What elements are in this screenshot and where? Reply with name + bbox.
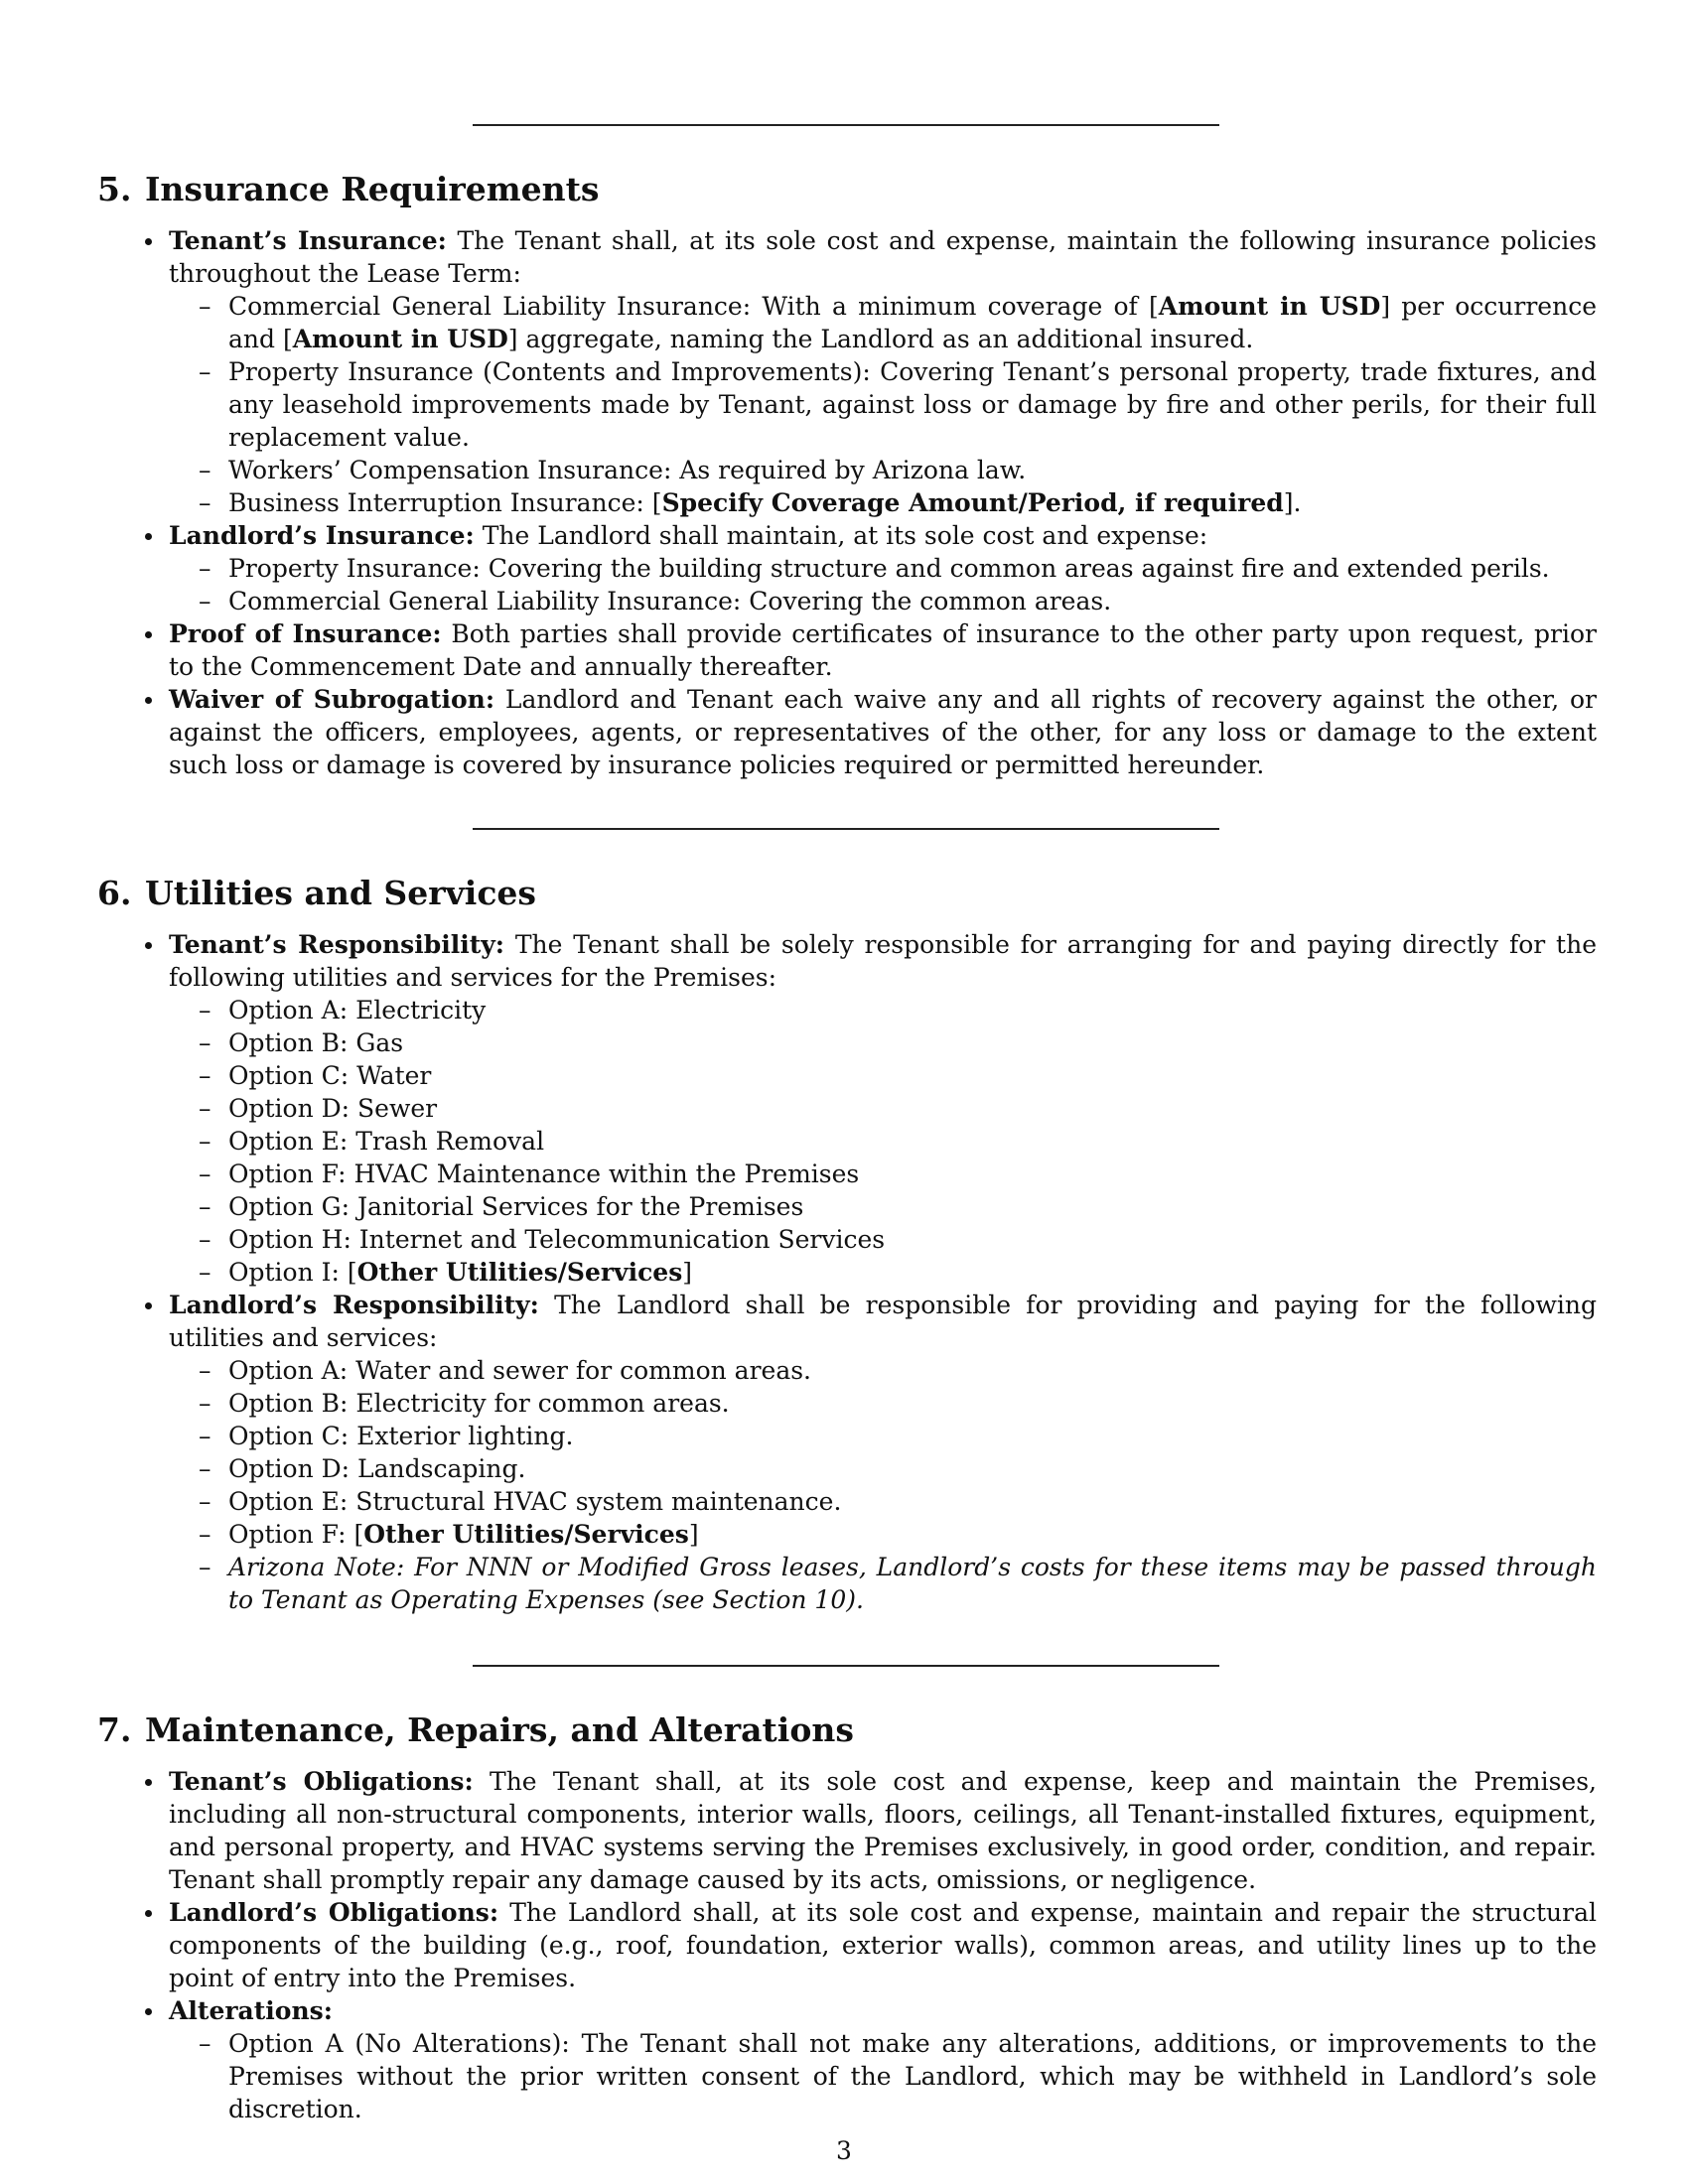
list-item: Waiver of Subrogation: Landlord and Tenant each waive any and all rights of recovery against the other, or against the officers, employees, agents, or representatives of the other, for any loss or damage to the extent such loss or damage is covered by insurance policies required or permitted hereunder. <box>169 685 1597 779</box>
list-item: Tenant’s Obligations: The Tenant shall, at its sole cost and expense, keep and maintain the Premises, including all non-structural components, interior walls, floors, ceilings, all Tenant-installed fixtures, equipment, and personal property, and HVAC systems serving the Premises exclusively, in good order, condition, and repair. Tenant shall promptly repair any damage caused by its acts, omissions, or negligence. <box>169 1767 1597 1894</box>
sub-list-item: – Option D: Landscaping. <box>228 1452 1597 1485</box>
list-item: Landlord’s Insurance: The Landlord shall maintain, at its sole cost and expense: – Property Insurance: Covering the building structure and common areas against fire and extended perils. – Commercial General Liability Insurance: Covering the common areas. <box>169 519 1597 617</box>
sub-list-item: – Option E: Structural HVAC system maintenance. <box>228 1485 1597 1518</box>
sub-list-item: – Commercial General Liability Insurance: Covering the common areas. <box>228 585 1597 617</box>
section-heading: 6. Utilities and Services <box>97 874 537 912</box>
sub-list-item: – Option B: Electricity for common areas. <box>228 1387 1597 1420</box>
sub-list <box>169 552 1597 617</box>
bullet-list <box>97 1765 1597 2125</box>
sub-list-item: – Option G: Janitorial Services for the Premises <box>228 1190 1597 1223</box>
sub-list-item: – Option F: HVAC Maintenance within the Premises <box>228 1158 1597 1190</box>
section-5 <box>97 169 1597 781</box>
sub-list-item: – Option F: [Other Utilities/Services] <box>228 1518 1597 1551</box>
sub-list-item: – Arizona Note: For NNN or Modified Gross leases, Landlord’s costs for these items may be passed through to Tenant as Operating Expenses (see Section 10). <box>228 1551 1597 1616</box>
sub-list-item: – Option C: Exterior lighting. <box>228 1420 1597 1452</box>
section-6 <box>97 873 1597 1616</box>
section-heading: 5. Insurance Requirements <box>97 170 600 208</box>
list-item: Alterations: – Option A (No Alterations): The Tenant shall not make any alterations, additions, or improvements to the Premises without the prior written consent of the Landlord, which may be withheld in Landlord’s sole discretion. <box>169 1994 1597 2125</box>
list-item: Tenant’s Responsibility: The Tenant shall be solely responsible for arranging for and paying directly for the following utilities and services for the Premises: – Option A: Electricity – Option B: Gas – Option C: Water – Option D: Sewer – Option E: Trash Removal – Option F: HVAC Maintenance within the Premises – Option G: Janitorial Services for the Premises – Option H: Internet and Telecommunication Services – Option I: [Other Utilities/Services] <box>169 928 1597 1289</box>
list-item: Tenant’s Insurance: The Tenant shall, at its sole cost and expense, maintain the following insurance policies throughout the Lease Term: – Commercial General Liability Insurance: With a minimum coverage of [Amount in USD] per occurrence and [Amount in USD] aggregate, naming the Landlord as an additional insured. – Property Insurance (Contents and Improvements): Covering Tenant’s personal property, trade fixtures, and any leasehold improvements made by Tenant, against loss or damage by fire and other perils, for their full replacement value. – Workers’ Compensation Insurance: As required by Arizona law. – Business Interruption Insurance: [Specify Coverage Amount/Period, if required]. <box>169 224 1597 519</box>
sub-list-item: – Property Insurance: Covering the building structure and common areas against fire and extended perils. <box>228 552 1597 585</box>
list-item: Proof of Insurance: Both parties shall provide certificates of insurance to the other party upon request, prior to the Commencement Date and annually thereafter. <box>169 619 1598 681</box>
sub-list-item: – Option A (No Alterations): The Tenant shall not make any alterations, additions, or improvements to the Premises without the prior written consent of the Landlord, which may be withheld in Landlord’s sole discretion. <box>228 2027 1597 2125</box>
section-7 <box>97 1709 1597 2125</box>
sub-list-item: – Option E: Trash Removal <box>228 1125 1597 1158</box>
section-divider <box>473 124 1219 126</box>
sub-list <box>169 994 1597 1289</box>
sub-list-item: – Option D: Sewer <box>228 1092 1597 1125</box>
bullet-list <box>97 928 1597 1616</box>
sub-list-item: – Option A: Electricity <box>228 994 1597 1026</box>
sub-list-item: – Option C: Water <box>228 1059 1597 1092</box>
sub-list-item: – Option A: Water and sewer for common areas. <box>228 1354 1597 1387</box>
sub-list-item: – Option B: Gas <box>228 1026 1597 1059</box>
sub-list-item: – Option I: [Other Utilities/Services] <box>228 1256 1597 1289</box>
sub-list-item: – Workers’ Compensation Insurance: As required by Arizona law. <box>228 454 1597 486</box>
section-divider <box>473 828 1219 830</box>
sub-list <box>169 2027 1597 2125</box>
bullet-list <box>97 224 1597 781</box>
section-divider <box>473 1665 1219 1667</box>
list-item: Landlord’s Responsibility: The Landlord shall be responsible for providing and paying for the following utilities and services: – Option A: Water and sewer for common areas. – Option B: Electricity for common areas. – Option C: Exterior lighting. – Option D: Landscaping. – Option E: Structural HVAC system maintenance. – Option F: [Other Utilities/Services] – Arizona Note: For NNN or Modified Gross leases, Landlord’s costs for these items may be passed through to Tenant as Operating Expenses (see Section 10). <box>169 1289 1597 1616</box>
section-heading: 7. Maintenance, Repairs, and Alterations <box>97 1710 854 1749</box>
sub-list <box>169 290 1597 519</box>
page-number: 3 <box>836 2136 852 2165</box>
sub-list <box>169 1354 1597 1616</box>
sub-list-item: – Commercial General Liability Insurance: With a minimum coverage of [Amount in USD] per occurrence and [Amount in USD] aggregate, naming the Landlord as an additional insured. <box>228 290 1597 355</box>
list-item: Landlord’s Obligations: The Landlord shall, at its sole cost and expense, maintain and repair the structural components of the building (e.g., roof, foundation, exterior walls), common areas, and utility lines up to the point of entry into the Premises. <box>169 1898 1597 1992</box>
sub-list-item: – Business Interruption Insurance: [Specify Coverage Amount/Period, if required]. <box>228 486 1597 519</box>
sub-list-item: – Property Insurance (Contents and Improvements): Covering Tenant’s personal property, trade fixtures, and any leasehold improvements made by Tenant, against loss or damage by fire and other perils, for their full replacement value. <box>228 355 1597 454</box>
sub-list-item: – Option H: Internet and Telecommunication Services <box>228 1223 1597 1256</box>
